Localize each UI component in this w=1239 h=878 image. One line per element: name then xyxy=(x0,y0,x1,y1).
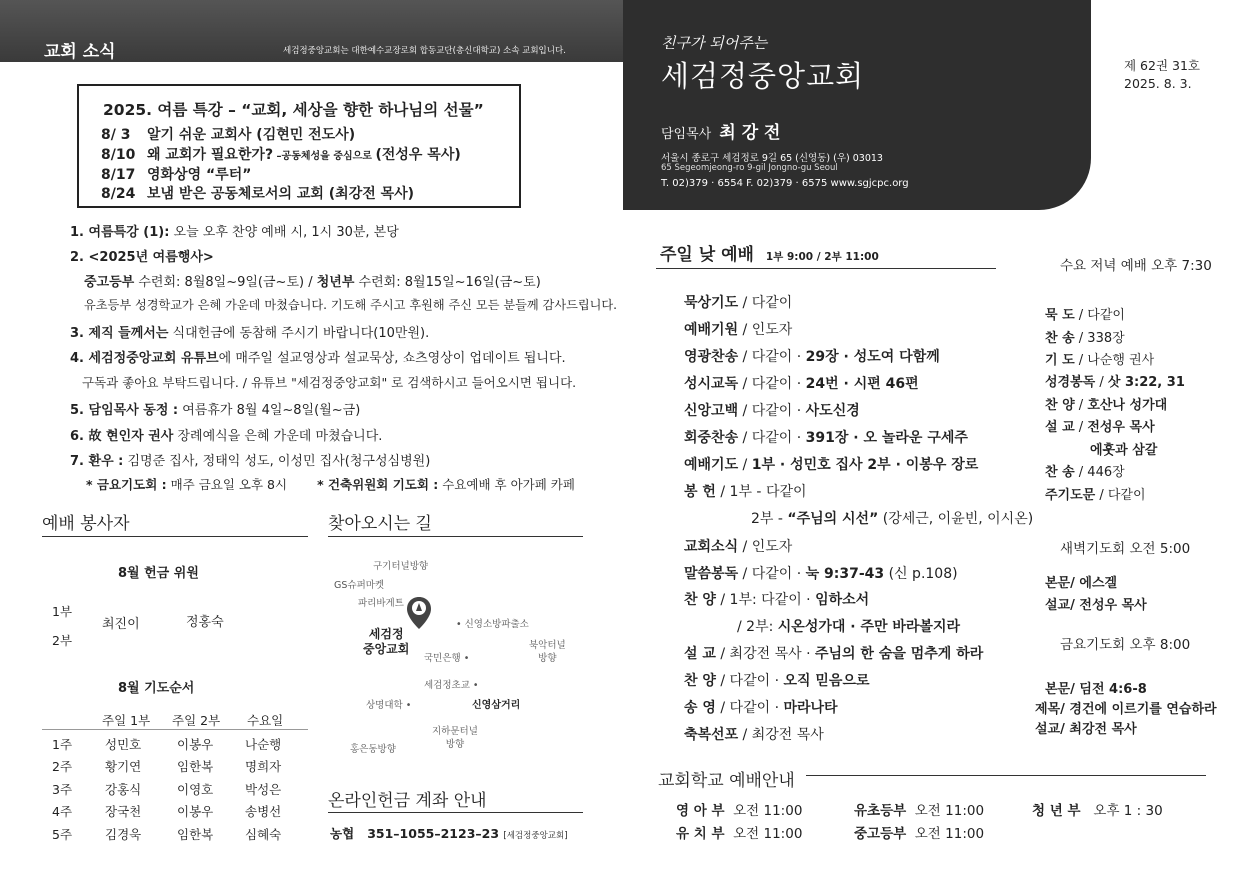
news-item-4 xyxy=(70,347,566,366)
order-detail: / 다같이 · xyxy=(738,403,806,419)
wed-item xyxy=(1045,371,1185,390)
sunday-service-title-text: 주일 낮 예배 xyxy=(660,245,754,265)
order-item xyxy=(684,589,869,609)
table-cell: 이봉우 xyxy=(177,804,214,819)
order-label: 예배기도 xyxy=(684,457,739,473)
order-item xyxy=(684,697,838,717)
order-detail: / 최강전 목사 xyxy=(738,727,824,743)
order-label: 회중찬송 xyxy=(684,430,739,446)
news-text: 매주 금요일 오후 8시 xyxy=(166,477,288,492)
table-cell: 이영호 xyxy=(177,782,214,797)
order-detail: / 인도자 xyxy=(738,539,793,555)
offering-row-1: 1부 xyxy=(52,604,73,619)
order-detail: / 2부: xyxy=(737,619,778,635)
friday-preacher: 설교/ 최강전 목사 xyxy=(1035,722,1137,737)
wed-item xyxy=(1045,461,1125,480)
news-item-6 xyxy=(70,425,382,444)
news-item-7 xyxy=(70,450,430,469)
wed-label: 성경봉독 xyxy=(1045,375,1096,390)
lecture-text: 영화상영 “루터” xyxy=(147,167,252,183)
order-detail: / 다같이 · xyxy=(715,700,784,716)
order-item xyxy=(684,427,968,447)
order-label: 교회소식 xyxy=(684,539,739,555)
order-item xyxy=(684,454,978,474)
news-lead: 7. 환우 : xyxy=(70,454,124,469)
table-cell: 장국천 xyxy=(105,804,142,819)
map-label: 북악터널 방향 xyxy=(529,640,566,664)
map-label: 세검정초교 • xyxy=(424,680,479,691)
map-label: 상명대학 • xyxy=(366,700,412,711)
lecture-text: 왜 교회가 필요한가? xyxy=(147,147,274,163)
table-header-divider xyxy=(42,729,308,730)
order-detail: / 다같이 · xyxy=(715,673,784,689)
school-time: 오후 1 : 30 xyxy=(1093,803,1163,819)
wed-content: 호산나 성가대 xyxy=(1087,398,1168,413)
church-name: 세검정중앙교회 xyxy=(661,59,865,93)
wed-item xyxy=(1045,416,1155,435)
school-item xyxy=(854,799,984,819)
school-dept: 청 년 부 xyxy=(1032,803,1081,819)
lecture-item xyxy=(101,183,414,203)
offering-title: 8월 헌금 위원 xyxy=(118,566,199,581)
friday-title: 금요기도회 오후 8:00 xyxy=(1060,637,1191,653)
order-label: 영광찬송 xyxy=(684,349,739,365)
wed-label: 찬 송 xyxy=(1045,331,1075,346)
news-text: 김명준 집사, 정태익 성도, 이성민 집사(청구성심병원) xyxy=(123,454,431,469)
wed-item xyxy=(1045,304,1125,323)
bank-name: 농협 xyxy=(330,826,355,841)
lecture-text: 보냄 받은 공동체로서의 교회 (최강전 목사) xyxy=(147,186,415,202)
prayer-order-title: 8월 기도순서 xyxy=(118,681,195,696)
servants-divider xyxy=(42,536,308,537)
wednesday-title: 수요 저녁 예배 오후 7:30 xyxy=(1060,258,1212,274)
order-item xyxy=(684,319,792,339)
directions-title: 찾아오시는 길 xyxy=(328,514,432,534)
week-label: 3주 xyxy=(52,782,73,797)
sunday-service-divider xyxy=(656,268,996,269)
wed-item xyxy=(1045,394,1167,413)
map-label-text: 신영소방파출소 xyxy=(464,619,529,630)
wed-detail: / 다같이 xyxy=(1074,308,1125,323)
offering-name-1: 최진이 xyxy=(102,617,140,632)
news-text: 수련회: 8월8일~9일(금~토) / xyxy=(134,275,317,290)
order-detail: / xyxy=(738,457,752,473)
wed-label: 찬 양 xyxy=(1045,398,1075,413)
map-label: 구기터널방향 xyxy=(373,561,429,572)
week-label: 2주 xyxy=(52,759,73,774)
news-text-2: 수련회: 8월15일~16일(금~토) xyxy=(354,275,541,290)
news-lead: 1. 여름특강 (1): xyxy=(70,225,170,240)
order-item xyxy=(737,616,960,636)
news-text: 식대헌금에 동참해 주시기 바랍니다(10만원). xyxy=(168,326,430,341)
order-content: 24번 · 시편 46편 xyxy=(805,376,919,392)
table-cell: 명희자 xyxy=(245,759,282,774)
table-cell: 임한복 xyxy=(177,827,214,842)
school-dept: 중고등부 xyxy=(854,826,907,842)
school-dept: 유 치 부 xyxy=(676,826,725,842)
offering-name-2: 정홍숙 xyxy=(186,615,224,630)
order-label: 성시교독 xyxy=(684,376,739,392)
map-label-text: 국민은행 xyxy=(424,653,461,664)
news-lead: 3. 제직 들께서는 xyxy=(70,326,169,341)
offering-row-2: 2부 xyxy=(52,633,73,648)
order-label: 신앙고백 xyxy=(684,403,739,419)
news-lead: 중고등부 xyxy=(84,275,135,290)
order-detail: / 인도자 xyxy=(738,322,793,338)
lecture-date: 8/10 xyxy=(101,147,136,163)
table-cell: 성민호 xyxy=(105,737,142,752)
order-item xyxy=(684,563,958,583)
order-content: 391장 · 오 놀라운 구세주 xyxy=(805,430,968,446)
lecture-item xyxy=(101,124,355,144)
order-detail: / 다같이 · xyxy=(738,349,806,365)
table-cell: 황기연 xyxy=(105,759,142,774)
table-cell: 심혜숙 xyxy=(245,827,282,842)
wed-detail: / xyxy=(1074,420,1088,435)
wed-item xyxy=(1045,349,1154,368)
order-tail: (강세근, 이윤빈, 이시온) xyxy=(878,511,1034,527)
column-header: 주일 1부 xyxy=(102,713,151,728)
news-text: 유초등부 성경학교가 은혜 가운데 마쳤습니다. 기도해 주시고 후원해 주신 모든 분들께 감사드립니다. xyxy=(84,298,618,312)
issue-date: 2025. 8. 3. xyxy=(1124,76,1192,91)
column-header: 수요일 xyxy=(247,713,284,728)
wed-item xyxy=(1045,484,1146,503)
news-lead: 2. <2025년 여름행사> xyxy=(70,250,214,265)
order-detail: / 1부: 다같이 · xyxy=(715,592,816,608)
order-label: 축복선포 xyxy=(684,727,739,743)
map-label: 홍은동방향 xyxy=(350,744,396,755)
news-text-2: 수요예배 후 아가페 카페 xyxy=(438,477,575,492)
week-label: 5주 xyxy=(52,827,73,842)
online-giving-divider xyxy=(328,812,583,813)
map-label-text: 상명대학 xyxy=(366,700,403,711)
order-item xyxy=(751,508,1033,528)
lecture-date: 8/24 xyxy=(101,186,136,202)
news-lead: 5. 담임목사 동정 : xyxy=(70,403,179,418)
slogan: 친구가 되어주는 xyxy=(661,34,768,52)
order-content: 주님의 한 숨을 멈추게 하라 xyxy=(814,646,984,662)
lecture-title: 2025. 여름 특강 – “교회, 세상을 향한 하나님의 선물” xyxy=(103,101,484,119)
order-content: 임하소서 xyxy=(815,592,870,608)
order-detail: / 최강전 목사 · xyxy=(715,646,815,662)
news-text: 에 매주일 설교영상과 설교묵상, 쇼츠영상이 업데이트 됩니다. xyxy=(218,351,566,366)
table-cell: 나순행 xyxy=(245,737,282,752)
map-label-text: 세검정초교 xyxy=(424,680,470,691)
order-label: 찬 양 xyxy=(684,673,716,689)
order-item xyxy=(684,536,792,556)
wed-label: 설 교 xyxy=(1045,420,1075,435)
map-label: 파리바게트 xyxy=(358,598,404,609)
week-label: 4주 xyxy=(52,804,73,819)
wed-sermon-title: 에훗과 삼갈 xyxy=(1090,443,1158,458)
news-lead: 4. 세검정중앙교회 유튜브 xyxy=(70,351,219,366)
lecture-item xyxy=(101,144,461,164)
order-label: 설 교 xyxy=(684,646,716,662)
order-item xyxy=(684,643,983,663)
table-cell: 이봉우 xyxy=(177,737,214,752)
order-item xyxy=(684,292,792,312)
school-dept: 유초등부 xyxy=(854,803,907,819)
school-title: 교회학교 예배안내 xyxy=(658,771,795,791)
news-item-2-vbs xyxy=(84,296,617,313)
wed-content: 전성우 목사 xyxy=(1087,420,1155,435)
news-lead-2: 청년부 xyxy=(316,275,355,290)
wed-detail: / 나순행 권사 xyxy=(1074,353,1155,368)
wed-content: 삿 3:22, 31 xyxy=(1107,375,1185,390)
order-item xyxy=(684,373,919,393)
address-kr: 서울시 종로구 세검정로 9길 65 (신영동) (우) 03013 xyxy=(661,153,883,164)
school-item xyxy=(676,799,802,819)
school-time: 오전 11:00 xyxy=(733,803,803,819)
order-detail: / 다같이 · xyxy=(738,566,806,582)
order-detail: / 다같이 · xyxy=(738,376,806,392)
order-label: 말씀봉독 xyxy=(684,566,739,582)
dawn-text: 본문/ 에스겔 xyxy=(1045,576,1118,591)
dawn-title: 새벽기도회 오전 5:00 xyxy=(1060,541,1191,557)
volume-number: 제 62권 31호 xyxy=(1124,58,1200,73)
table-cell: 박성은 xyxy=(245,782,282,797)
news-text: 구독과 좋아요 부탁드립니다. / 유튜브 "세검정중앙교회" 로 검색하시고 들어오시면 됩니다. xyxy=(82,375,577,390)
order-content: 29장 · 성도여 다함께 xyxy=(805,349,940,365)
lecture-date: 8/17 xyxy=(101,167,136,183)
order-item xyxy=(684,724,824,744)
news-prayer-meetings xyxy=(86,475,575,493)
order-item xyxy=(684,346,940,366)
pastor-name: 최 강 전 xyxy=(719,123,781,143)
lecture-text: 알기 쉬운 교회사 (김현민 전도사) xyxy=(147,127,356,143)
sunday-service-times: 1부 9:00 / 2부 11:00 xyxy=(765,251,879,263)
account-number: 351–1055–2123–23 xyxy=(367,826,500,841)
news-lead-2: * 건축위원회 기도회 : xyxy=(317,477,439,492)
location-pin-icon xyxy=(406,596,432,630)
order-content: 사도신경 xyxy=(805,403,860,419)
news-item-2 xyxy=(70,246,214,265)
news-section-title: 교회 소식 xyxy=(44,42,116,62)
account-holder: [세검정중앙교회] xyxy=(503,831,568,841)
order-detail: / 다같이 · xyxy=(738,430,806,446)
servants-title: 예배 봉사자 xyxy=(42,514,130,534)
pastor-label xyxy=(661,118,780,143)
news-item-3 xyxy=(70,322,429,341)
sunday-service-title xyxy=(660,240,879,265)
table-cell: 송병선 xyxy=(245,804,282,819)
lecture-speaker: (전성우 목사) xyxy=(375,147,461,163)
news-item-2-camps xyxy=(84,271,541,290)
order-detail: / 다같이 xyxy=(738,295,793,311)
order-detail: / 1부 - 다같이 xyxy=(715,484,807,500)
lecture-item xyxy=(101,164,251,184)
directions-divider xyxy=(328,536,583,537)
bank-account xyxy=(330,824,568,842)
wed-detail: / 338장 xyxy=(1074,331,1125,346)
map-label: GS슈퍼마켓 xyxy=(334,580,385,591)
order-label: 묵상기도 xyxy=(684,295,739,311)
order-label: 송 영 xyxy=(684,700,716,716)
news-lead: * 금요기도회 : xyxy=(86,477,167,492)
map-label: 지하문터널 방향 xyxy=(432,726,478,750)
wed-label: 묵 도 xyxy=(1045,308,1075,323)
order-item xyxy=(684,481,807,501)
order-label: 찬 양 xyxy=(684,592,716,608)
order-content: 눅 9:37-43 xyxy=(805,566,885,582)
news-text: 오늘 오후 찬양 예배 시, 1시 30분, 본당 xyxy=(169,225,399,240)
wed-detail: / 446장 xyxy=(1074,465,1125,480)
news-item-1 xyxy=(70,221,399,240)
column-header: 주일 2부 xyxy=(172,713,221,728)
order-content: “주님의 시선” xyxy=(787,511,879,527)
pastor-label-text: 담임목사 xyxy=(661,127,712,142)
school-time: 오전 11:00 xyxy=(914,803,985,819)
church-location: 세검정 중앙교회 xyxy=(363,627,410,656)
order-content: 1부 · 성민호 집사 2부 · 이봉우 장로 xyxy=(751,457,979,473)
order-item xyxy=(684,670,870,690)
map-label: 신영삼거리 xyxy=(472,700,521,711)
table-cell: 임한복 xyxy=(177,759,214,774)
school-item xyxy=(676,822,802,842)
school-dept: 영 아 부 xyxy=(676,803,725,819)
order-content: 시온성가대 · 주만 바라볼지라 xyxy=(777,619,960,635)
lecture-date: 8/ 3 xyxy=(101,127,131,143)
wed-label: 기 도 xyxy=(1045,353,1075,368)
lecture-subtext: –공동체성을 중심으로 xyxy=(273,151,376,162)
order-detail: 2부 - xyxy=(751,511,788,527)
order-label: 예배기원 xyxy=(684,322,739,338)
location-map xyxy=(328,540,583,765)
order-content: 오직 믿음으로 xyxy=(783,673,870,689)
dawn-preacher: 설교/ 전성우 목사 xyxy=(1045,598,1147,613)
news-text: 여름휴가 8월 4일~8일(월~금) xyxy=(178,403,361,418)
week-label: 1주 xyxy=(52,737,73,752)
school-item xyxy=(1032,799,1163,819)
wed-detail: / xyxy=(1074,398,1088,413)
table-cell: 김경욱 xyxy=(105,827,142,842)
table-cell: 강홍식 xyxy=(105,782,142,797)
wed-item xyxy=(1045,327,1125,346)
wed-detail: / 다같이 xyxy=(1095,488,1146,503)
news-lead: 6. 故 현인자 권사 xyxy=(70,429,174,444)
order-label: 봉 헌 xyxy=(684,484,716,500)
order-item xyxy=(684,400,860,420)
address-en: 65 Segeomjeong-ro 9-gil Jongno-gu Seoul xyxy=(661,163,838,173)
order-tail: (신 p.108) xyxy=(884,566,958,582)
news-item-5 xyxy=(70,399,360,418)
wed-label: 찬 송 xyxy=(1045,465,1075,480)
school-item xyxy=(854,822,984,842)
map-label: • 신영소방파출소 xyxy=(456,619,529,630)
order-content: 마라나타 xyxy=(783,700,838,716)
wed-label: 주기도문 xyxy=(1045,488,1096,503)
contact-line: T. 02)379 · 6554 F. 02)379 · 6575 www.sgjcpc.org xyxy=(661,178,909,189)
news-item-4-cont xyxy=(82,373,576,391)
online-giving-title: 온라인헌금 계좌 안내 xyxy=(328,791,487,811)
summer-lecture-box xyxy=(77,84,521,208)
affiliation-text: 세검정중앙교회는 대한예수교장로회 합동교단(총신대학교) 소속 교회입니다. xyxy=(283,46,566,56)
news-text: 장례예식을 은혜 가운데 마쳤습니다. xyxy=(173,429,383,444)
school-time: 오전 11:00 xyxy=(733,826,803,842)
wed-detail: / xyxy=(1095,375,1108,390)
friday-subject: 제목/ 경건에 이르기를 연습하라 xyxy=(1035,702,1217,717)
friday-text: 본문/ 딤전 4:6-8 xyxy=(1045,682,1147,697)
school-divider xyxy=(806,775,1206,776)
map-label: 국민은행 • xyxy=(424,653,470,664)
school-time: 오전 11:00 xyxy=(914,826,985,842)
